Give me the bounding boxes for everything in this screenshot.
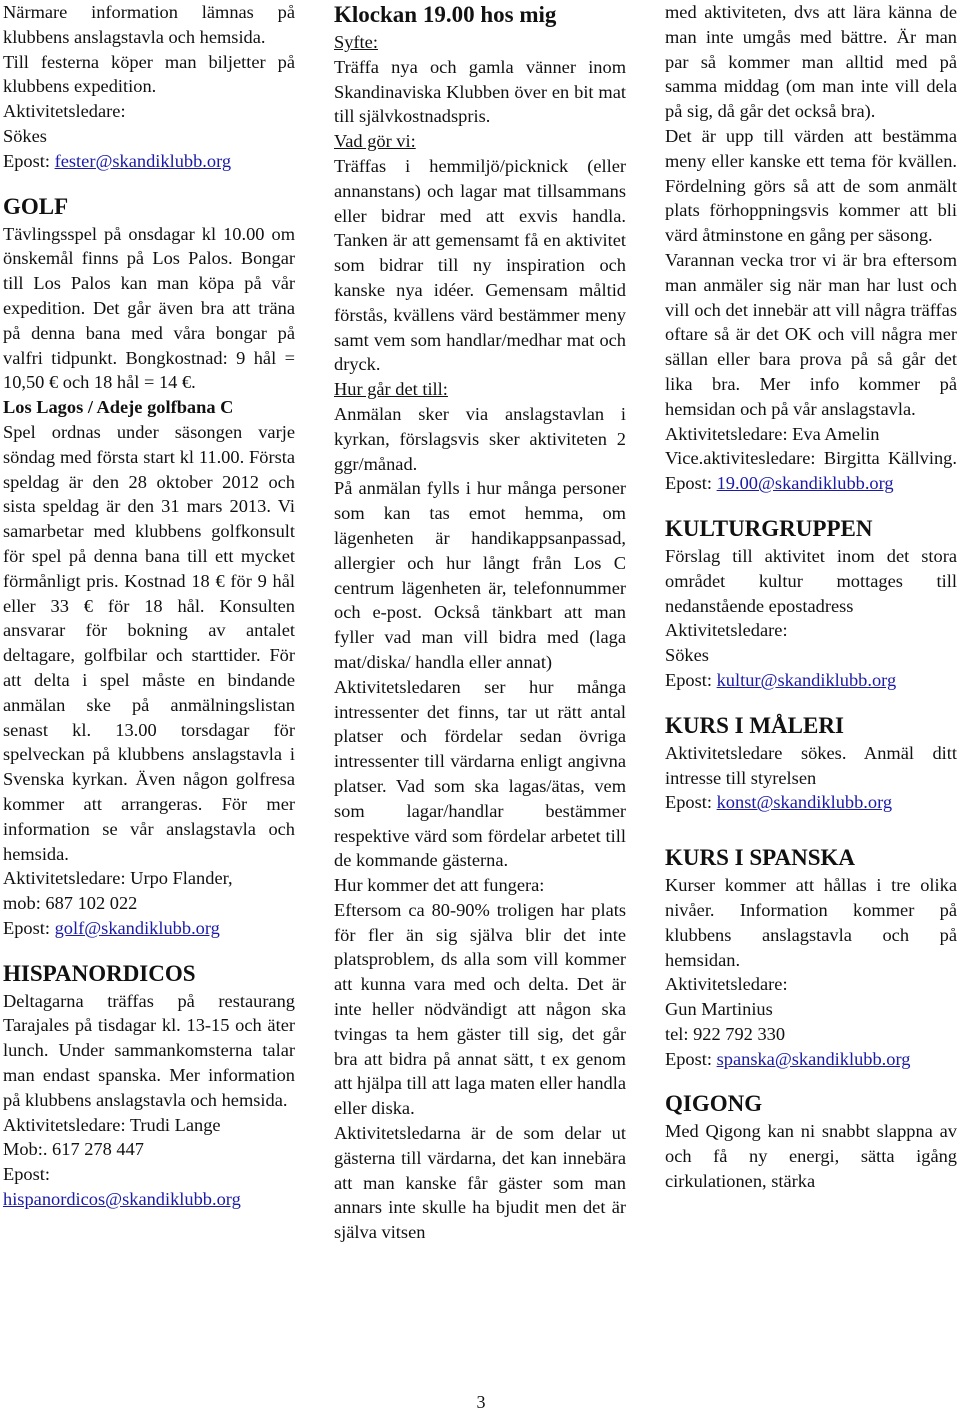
- continued-text: Varannan vecka tror vi är bra eftersom man anmäler sig när man har lust och vill och det innebär att vill några träffas oftare så är det OK och vill några mer sällan eller bara prova på så går det lika bra. Mer info kommer på hemsidan och på vår anslagstavla.: [665, 249, 957, 419]
- kultur-leader-label: Aktivitetsledare:: [665, 620, 788, 641]
- golf-email-link[interactable]: golf@skandiklubb.org: [54, 917, 220, 938]
- fungera-text: Eftersom ca 80-90% troligen har plats för fler än sig själva blir det inte platsproblem, ds alla som vill kommer att kunna vara med och delta. Det är inte heller nödvändigt att någon ska tvingas ta hem gäster till sig, det går bra att bidra på annat sätt, t ex genom att hjälpa till att laga maten eller handla eller diska.: [334, 899, 626, 1119]
- hispanordicos-email-link[interactable]: hispanordicos@skandiklubb.org: [3, 1189, 241, 1210]
- hispanordicos-leader: Aktivitetsledare: Trudi Lange: [3, 1114, 221, 1135]
- golf-paragraph: Tävlingsspel på onsdagar kl 10.00 om önskemål finns på Los Palos. Bongar till Los Palos kan man köpa på vår expedition. Det går även bra att träna på denna bana med våra bongar på valfri tidpunkt. Bongkostnad: 9 hål = 10,50 € och 18 hål = 14 €.: [3, 223, 295, 393]
- golf-paragraph: Spel ordnas under säsongen varje söndag med första start kl 11.00. Första speldag är den 28 oktober 2012 och sista speldag är den 31 mars 2013. Vi samarbetar med klubbens golfkonsult för spel på denna bana till ett mycket förmånligt pris. Kostnad 18 € för 9 hål eller 33 € för 18 hål. Konsulten ansvarar för bokning av antalet deltagare, golfbilar och starttider. För att delta i spel måste en bindande anmälan ske på anmälningslistan senast kl. 13.00 torsdagar för spelveckan på klubbens anslagstavla i Svenska kyrkan. Även någon golfresa kommer att arrangeras. För mer information se vår anslagstavla och hemsida.: [3, 421, 295, 864]
- page-number: 3: [476, 1392, 486, 1412]
- klockan-email-line: [665, 471, 957, 496]
- continued-text: med aktiviteten, dvs att lära känna de man inte umgås med bättre. Är man par så kommer man alltid med på samma middag (om man inte vill dela på sig, då går det också bra).: [665, 2, 957, 122]
- klockan-email-link[interactable]: 19.00@skandiklubb.org: [716, 473, 894, 494]
- email-label: Epost:: [665, 473, 717, 494]
- hispanordicos-heading: HISPANORDICOS: [3, 960, 196, 986]
- spanska-leader-label: Aktivitetsledare:: [665, 974, 788, 995]
- syfte-label: Syfte:: [334, 32, 378, 52]
- klockan-heading: Klockan 19.00 hos mig: [334, 2, 557, 27]
- intro-text: Sökes: [3, 125, 47, 146]
- golf-phone: mob: 687 102 022: [3, 893, 138, 914]
- spanska-phone: tel: 922 792 330: [665, 1023, 786, 1044]
- spanska-heading: KURS I SPANSKA: [665, 845, 855, 871]
- column-left: [3, 0, 295, 1212]
- syfte-text: Träffa nya och gamla vänner inom Skandinaviska Klubben över en bit mat till självkostnadspris.: [334, 56, 626, 127]
- hur-text: Anmälan sker via anslagstavlan i kyrkan, förslagsvis sker aktiviteten 2 ggr/månad.: [334, 403, 626, 474]
- kultur-email-line: [665, 668, 957, 693]
- email-label: Epost:: [665, 1048, 717, 1069]
- klockan-leader: Aktivitetsledare: Eva Amelin: [665, 423, 880, 444]
- vad-label: Vad gör vi:: [334, 131, 416, 152]
- email-label: Epost:: [665, 792, 717, 813]
- maleri-paragraph: Aktivitetsledare sökes. Anmäl ditt intresse till styrelsen: [665, 742, 957, 788]
- intro-text: Närmare information lämnas på klubbens anslagstavla och hemsida.: [3, 2, 295, 47]
- golf-leader: Aktivitetsledare: Urpo Flander,: [3, 868, 233, 889]
- spanska-email-link[interactable]: spanska@skandiklubb.org: [716, 1048, 911, 1069]
- fungera-text: Aktivitetsledarna är de som delar ut gästerna till värdarna, det kan innebära att man kanske får gäster som man annars inte skulle ha bjudit men det är själva vitsen: [334, 1123, 626, 1243]
- hispanordicos-phone: Mob:. 617 278 447: [3, 1139, 145, 1160]
- vad-text: Träffas i hemmiljö/picknick (eller annanstans) och lagar mat tillsammans eller bidrar med att exvis handla. Tanken är att gemensamt få en aktivitet som bidrar till ny inspiration och kanske nya idéer. Gemensam måltid förstås, kvällens värd bestämmer meny samt vem som handlar/medhar mat och dryck.: [334, 155, 626, 375]
- email-label: Epost:: [3, 917, 55, 938]
- golf-subheading: Los Lagos / Adeje golfbana C: [3, 397, 234, 418]
- fester-email-link[interactable]: fester@skandiklubb.org: [54, 150, 232, 171]
- column-middle: [334, 0, 626, 1245]
- maleri-heading: KURS I MÅLERI: [665, 712, 844, 738]
- klockan-vice-leader: Vice.aktivitesledare: Birgitta Källving.: [665, 448, 957, 469]
- spanska-paragraph: Kurser kommer att hållas i tre olika nivåer. Information kommer på klubbens anslagstavla och på hemsidan.: [665, 875, 957, 970]
- hispanordicos-paragraph: Deltagarna träffas på restaurang Tarajales på tisdagar kl. 13-15 och äter lunch. Under sammankomsterna talar man endast spanska. Mer information på klubbens anslagstavla och hemsida.: [3, 990, 295, 1110]
- email-label: Epost:: [665, 669, 717, 690]
- kultur-heading: KULTURGRUPPEN: [665, 515, 873, 541]
- spanska-email-line: [665, 1047, 957, 1072]
- hur-text: Aktivitetsledaren ser hur många intressenter det finns, tar ut rätt antal platser och fördelar sedan övriga intressenter till värdarna enligt angivna platser. Vad som ska lagas/ätas, vem som lagar/handlar bestämmer respektive värd som fördelar arbetet till de kommande gästerna.: [334, 676, 626, 871]
- qigong-heading: QIGONG: [665, 1091, 763, 1117]
- kultur-email-link[interactable]: kultur@skandiklubb.org: [716, 669, 897, 690]
- spanska-leader: Gun Martinius: [665, 999, 773, 1020]
- hur-label: Hur går det till:: [334, 379, 448, 400]
- maleri-email-line: [665, 790, 957, 815]
- continued-text: Det är upp till värden att bestämma meny eller kanske ett tema för kvällen. Fördelning görs så att de som anmält plats förhoppningsvis kommer att bli värd åtminstone en gång per säsong.: [665, 125, 957, 246]
- fungera-label: Hur kommer det att fungera:: [334, 875, 545, 896]
- qigong-paragraph: Med Qigong kan ni snabbt slappna av och få ny energi, sätta igång cirkulationen, stärka: [665, 1121, 957, 1192]
- intro-text: Aktivitetsledare:: [3, 101, 126, 122]
- golf-email-line: [3, 916, 295, 941]
- maleri-email-link[interactable]: konst@skandiklubb.org: [716, 792, 893, 813]
- column-right: [665, 0, 957, 1194]
- hur-text: På anmälan fylls i hur många personer som kan tas emot hemma, om lägenheten är handikappsanpassad, allergier och hur långt från Los C centrum lägenheten är, telefonnummer och e-post. Också tänkbart att man fyller vad man vill bidra med (laga mat/diska/ handla eller annat): [334, 478, 626, 672]
- golf-heading: GOLF: [3, 193, 69, 219]
- email-label: Epost:: [3, 150, 55, 171]
- fester-email-line: [3, 149, 295, 174]
- email-label: Epost:: [3, 1164, 51, 1185]
- intro-text: Till festerna köper man biljetter på klubbens expedition.: [3, 51, 295, 97]
- kultur-leader: Sökes: [665, 645, 709, 666]
- kultur-paragraph: Förslag till aktivitet inom det stora området kultur mottages till nedanstående epostadress: [665, 545, 957, 616]
